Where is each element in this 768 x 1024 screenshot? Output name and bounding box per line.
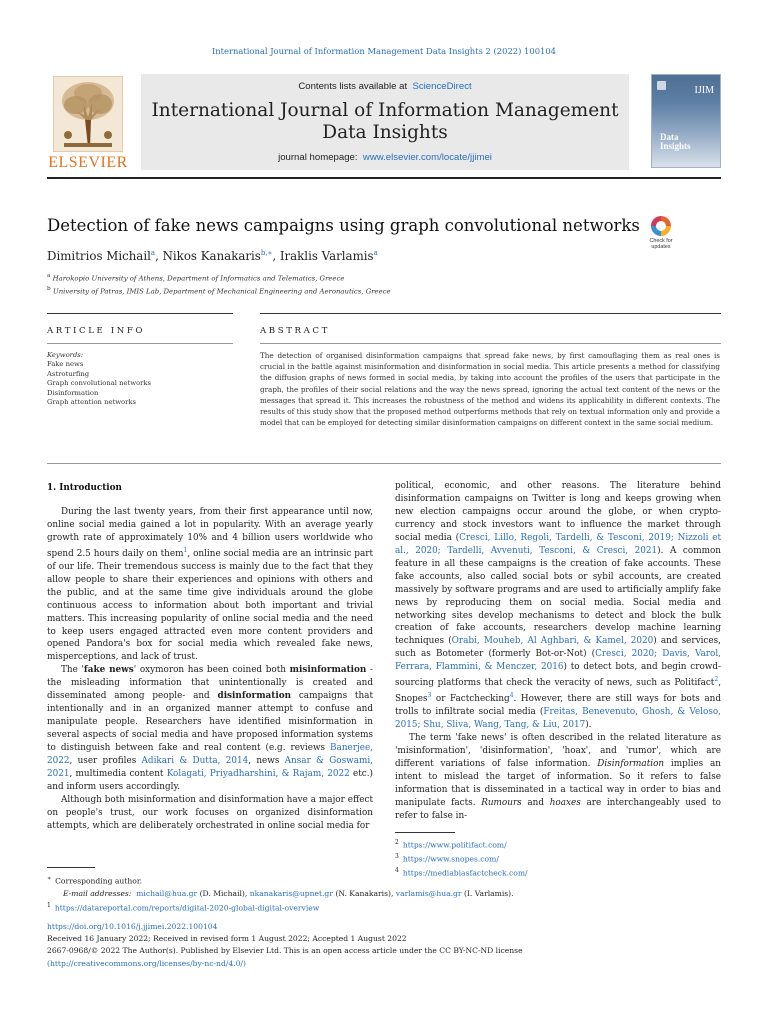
text-run: and (521, 797, 550, 808)
italic-term: Disinformation (597, 758, 665, 769)
affiliation-text: University of Patras, IMIS Lab, Department of Mechanical Engineering and Aeronautics, Greece (52, 287, 391, 296)
badge-center (656, 221, 666, 231)
text-run: The ' (61, 665, 84, 676)
citation-link[interactable]: Freitas, Benevenuto, Ghosh, & Veloso, 2015; Shu, Sliva, Wang, Tang, & Liu, 2017 (395, 707, 721, 731)
text-run: political, economic, and other reasons. The literature behind disinformation campaigns on Twitter is long and keeps growing when new election campaigns occur around the globe, or when crypto-currency and stock investors want to influence the market through social media ( (395, 481, 721, 543)
bold-term: fake news (83, 665, 134, 676)
footnote-rule-right (395, 832, 455, 833)
text-run: ) and services, such as Botometer (formerly Bot-or-Not) ( (395, 636, 721, 660)
footnote-link[interactable]: https://www.politifact.com/ (402, 840, 507, 850)
footnote-number: 2 (395, 839, 399, 846)
text-run: The term 'fake news' is often described in the related literature as 'misinformation', 'disinformation', 'hoax', and 'rumor', which are different variations of false information. (395, 732, 721, 769)
footnote-number: 3 (395, 853, 399, 861)
journal-info-panel (141, 74, 629, 170)
footnote-number: 1 (47, 901, 51, 909)
cover-title-line1: Data (660, 132, 679, 142)
text-run: , user profiles (69, 756, 142, 767)
journal-header (47, 74, 721, 172)
footnote-ref[interactable]: 2 (714, 676, 719, 684)
abstract-heading: ABSTRACT (260, 326, 330, 336)
article-metadata (47, 921, 523, 970)
email-owner: (N. Kanakaris), (332, 888, 396, 898)
text-run: , news (248, 756, 285, 767)
text-run: campaigns that intentionally and in an organized manner attempt to confuse and manipulate people. Researchers have identified misinformation in several aspects of social media and have proposed information systems to distinguish between fake and real content (e.g. reviews (47, 691, 373, 754)
badge-line1: Check for (649, 238, 673, 244)
footnote-link[interactable]: https://datareportal.com/reports/digital-2020-global-digital-overview (54, 903, 320, 913)
footnote-number: 4 (395, 867, 399, 875)
badge-label (643, 238, 679, 250)
abstract-divider-top (260, 313, 721, 314)
header-divider (47, 177, 721, 179)
footnote-item (395, 837, 528, 851)
sciencedirect-link[interactable]: ScienceDirect (412, 81, 472, 92)
affiliation-mark: a (47, 273, 51, 279)
email-line (47, 888, 721, 900)
text-run: During the last twenty years, from their first appearance until now, online social media gained a lot in popularity. With an average yearly growth rate of approximately 10% and 4 billion users worldwide who spend 2.5 hours daily on them (47, 507, 373, 559)
footnote-ref[interactable]: 1 (183, 546, 188, 554)
email-owner: (D. Michail), (197, 888, 250, 898)
info-divider (47, 343, 233, 344)
corresponding-note (47, 873, 721, 888)
author-separator: , (155, 249, 163, 263)
citation-link[interactable]: Orabi, Mouheb, Al Aghbari, & Kamel, 2020 (451, 636, 654, 647)
paragraph (395, 480, 721, 732)
paragraph (47, 794, 373, 833)
cover-title (660, 133, 691, 151)
footnote-number: ∗ (47, 875, 52, 882)
paragraph (47, 664, 373, 794)
body-column-left (47, 506, 373, 833)
corresponding-text: Corresponding author. (55, 876, 143, 886)
text-run: implies an intent to mislead the target of information. So it refers to false information that is disseminated in a tactical way in order to bias and manipulate facts. (395, 758, 721, 808)
email-owner: (I. Varlamis). (461, 888, 514, 898)
publisher-name: ELSEVIER (48, 154, 128, 171)
article-info-heading: ARTICLE INFO (47, 326, 146, 336)
author-name[interactable]: Nikos Kanakaris (162, 249, 261, 263)
footnotes-left (47, 873, 721, 914)
email-link[interactable]: nkanakaris@upnet.gr (249, 888, 333, 898)
paragraph (47, 506, 373, 664)
affiliation-mark: b (47, 285, 51, 292)
text-run: ). (585, 720, 592, 731)
citation-link[interactable]: Ansar & Goswami, 2021 (47, 756, 373, 779)
journal-title: International Journal of Information Management Data Insights (151, 100, 619, 143)
text-run: ' oxymoron has been coined both (133, 665, 290, 676)
text-run: ) to detect bots, and begin crowd-sourcing platforms that check the veracity of news, such as Politifact (395, 662, 721, 689)
homepage-link[interactable]: www.elsevier.com/locate/jjimei (362, 152, 492, 163)
affiliations (47, 271, 391, 297)
author-affil-mark[interactable]: a (150, 249, 156, 258)
affiliation-item (47, 284, 391, 297)
footnote-link[interactable]: https://www.snopes.com/ (402, 854, 499, 864)
paragraph (395, 732, 721, 823)
keyword-item: Fake news (47, 360, 84, 369)
homepage-prefix: journal homepage: (278, 152, 358, 163)
italic-term: Rumours (481, 797, 522, 808)
check-for-updates-badge[interactable] (643, 216, 679, 254)
license-text: 2667-0968/© 2022 The Author(s). Published by Elsevier Ltd. This is an open access article under the CC BY-NC-ND license (47, 946, 523, 956)
affiliation-text: Harokopio University of Athens, Department of Informatics and Telematics, Greece (52, 274, 345, 283)
author-name[interactable]: Dimitrios Michail (47, 249, 151, 263)
keywords-heading: Keywords: (47, 351, 84, 359)
keyword-item: Disinformation (47, 388, 99, 397)
text-run: . However, there are still ways for bots and trolls to infiltrate social media ( (395, 694, 721, 718)
body-column-right (395, 480, 721, 823)
citation-link[interactable]: Adikari & Dutta, 2014 (141, 756, 249, 767)
citation-link[interactable]: Banerjee, 2022 (47, 743, 373, 767)
text-run: etc.) and inform users accordingly. (47, 769, 373, 792)
contents-line (141, 81, 629, 92)
journal-cover-thumbnail[interactable] (651, 74, 721, 168)
footnote-ref[interactable]: 4 (509, 692, 514, 700)
text-run: , Snopes (395, 678, 721, 705)
contents-prefix: Contents lists available at (298, 81, 408, 92)
text-run: , online social media are an intrinsic part of our life. Their tremendous success is mainly due to the fact that they allow people to share their experiences and opinions with others and the public, and at the same time give individuals around the globe continuous access to information about both important and trivial matters. This increasing popularity of online social media and the need to keep users engaged attracted even more content providers and opened Pandora's box for social media which revealed fake news, misperceptions, and lack of trust. (47, 548, 373, 663)
author-affil-mark[interactable]: b,∗ (260, 249, 273, 258)
elsevier-tree-icon (53, 76, 123, 152)
bold-term: misinformation (289, 665, 367, 676)
email-link[interactable]: michail@hua.gr (136, 888, 198, 898)
keyword-item: Graph convolutional networks (47, 379, 152, 388)
article-title: Detection of fake news campaigns using graph convolutional networks (47, 216, 640, 235)
footnote-rule-left (47, 867, 95, 868)
text-run: or Factchecking (431, 694, 510, 705)
cover-abbreviation: IJIM (694, 85, 714, 96)
journal-citation[interactable]: International Journal of Information Management Data Insights 2 (2022) 100104 (211, 46, 557, 56)
author-affil-mark[interactable]: a (373, 249, 378, 258)
license-link[interactable]: (http://creativecommons.org/licenses/by-nc-nd/4.0/) (47, 958, 246, 968)
keywords-block (47, 351, 233, 407)
cover-emblem-icon (657, 81, 666, 90)
text-run: are interchangeably used to refer to false in- (395, 797, 722, 821)
cover-title-line2: Insights (660, 141, 691, 151)
author-name[interactable]: Iraklis Varlamis (279, 249, 374, 263)
homepage-line (141, 152, 629, 163)
citation-link[interactable]: Kolagati, Priyadharshini, & Rajam, 2022 (166, 769, 350, 779)
text-run: Although both misinformation and disinformation have a major effect on people's trust, our work focuses on organized disinformation attempts, which are deliberately orchestrated in online social media for (47, 794, 373, 831)
text-run: ). A common feature in all these campaigns is the creation of fake accounts. These fake accounts, also called social bots or sybil accounts, are created massively by software programs and are used to artificially amplify fake news by reproducing them on social media. Social media and networking sites develop mechanisms to detect and block the bulk creation of fake accounts, researchers develop machine learning techniques ( (395, 545, 721, 647)
abstract-divider (260, 343, 721, 344)
author-list (47, 249, 378, 263)
footnote-ref[interactable]: 3 (427, 692, 432, 700)
section-heading-introduction: 1. Introduction (47, 483, 122, 493)
keyword-item: Graph attention networks (47, 398, 136, 407)
article-history: Received 16 January 2022; Received in revised form 1 August 2022; Accepted 1 August 2022 (47, 934, 407, 944)
text-run: -the misleading information that unintentionally is created and disseminated among people- and (47, 665, 373, 702)
citation-link[interactable]: Cresci, Lillo, Regoli, Tardelli, & Tesconi, 2019; Nizzoli et al., 2020; Tardelli, Avvenuti, Tesconi, & Cresci, 2021 (395, 532, 722, 556)
email-label: E-mail addresses: (63, 888, 132, 898)
footnote-link[interactable]: https://mediabiasfactcheck.com/ (402, 868, 528, 878)
abstract-text: The detection of organised disinformation campaigns that spread fake news, by first camouflaging them as real ones is crucial in the battle against misinformation and disinformation in social media. This article presents a method for classifying the diffusion graphs of news formed in social media, by taking into account the profiles of the users that participate in the graph, the profiles of their social relations and the way the news spread, ignoring the actual text content of the news or the messages that spread it. This increases the robustness of the method and widens its applicability in different contexts. The results of this study show that the proposed method outperforms methods that rely on textual information only and provide a model that can be employed for detecting similar disinformation campaigns on different context in the same social medium. (260, 351, 720, 428)
body-divider (47, 463, 721, 464)
text-run: , multimedia content (69, 769, 167, 779)
publisher-logo[interactable] (47, 74, 129, 170)
keyword-item: Astroturfing (47, 369, 90, 378)
footnote-item (395, 851, 528, 865)
badge-line2: updates (651, 244, 671, 250)
info-divider-top (47, 313, 233, 314)
doi-link[interactable]: https://doi.org/10.1016/j.jjimei.2022.100104 (47, 922, 218, 931)
author-separator: , (272, 249, 280, 263)
italic-term: hoaxes (549, 797, 581, 808)
bold-term: disinformation (217, 691, 292, 702)
footnote-item (47, 900, 721, 915)
email-link[interactable]: varlamis@hua.gr (395, 888, 462, 898)
affiliation-item (47, 271, 391, 284)
citation-link[interactable]: Cresci, 2020; Davis, Varol, Ferrara, Flammini, & Menczer, 2016 (395, 649, 721, 673)
